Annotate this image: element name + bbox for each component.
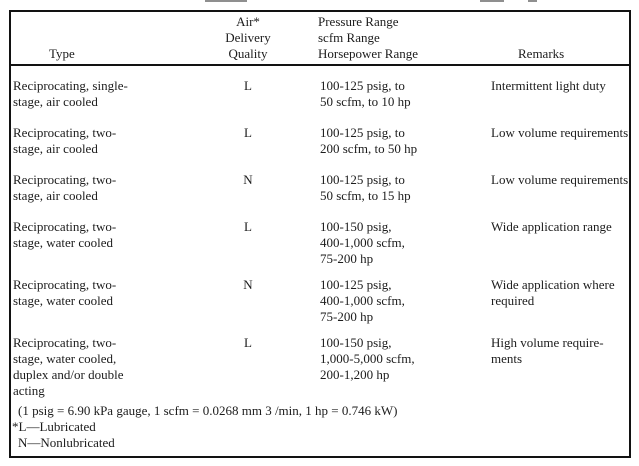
cell-line: required [491,293,535,308]
cell-type [11,172,185,204]
cell-range [311,277,480,325]
cell-line: 400-1,000 scfm, [320,293,405,308]
table-header-row [11,12,629,66]
table-row [11,172,629,204]
cell-range [311,125,480,157]
header-line: Air* [236,14,260,29]
cell-line: Reciprocating, two- [13,172,117,187]
cell-type [11,78,185,110]
cropped-caption-fragment [205,0,247,2]
cell-line: stage, water cooled [13,293,113,308]
table-row [11,219,629,267]
table-row [11,78,629,110]
cell-type [11,125,185,157]
cell-line: Low volume requirements [491,125,629,140]
cell-range [311,78,480,110]
cell-remarks [480,277,629,325]
cell-line: 200-1,200 hp [320,367,390,382]
cell-type [11,335,185,399]
cell-line: Wide application range [491,219,612,234]
column-header-air-delivery-quality [185,14,311,62]
cell-line: 100-150 psig, [320,335,392,350]
cell-line: Intermittent light duty [491,78,606,93]
cell-line: 400-1,000 scfm, [320,235,405,250]
cell-line: 100-125 psig, to [320,78,405,93]
column-header-pressure-scfm-horsepower-range [311,14,480,62]
cell-line: stage, water cooled, [13,351,117,366]
table-body [11,66,629,451]
cell-line: Reciprocating, two- [13,125,117,140]
cell-line: 200 scfm, to 50 hp [320,141,418,156]
cell-air-quality: N [243,277,253,292]
cell-line: Reciprocating, single- [13,78,128,93]
cell-air-quality: L [244,219,252,234]
footnote-lubricated-key: *L—Lubricated [12,419,96,434]
header-line: Delivery [225,30,271,45]
cell-type [11,277,185,325]
cell-line: stage, air cooled [13,188,98,203]
table-footnotes [11,403,629,451]
cell-line: stage, water cooled [13,235,113,250]
cell-type [11,219,185,267]
column-header-type: Type [49,46,75,61]
cell-air-quality: L [244,335,252,350]
cell-line: 1,000-5,000 scfm, [320,351,415,366]
cell-line: acting [13,383,45,398]
cell-air-quality: L [244,125,252,140]
cell-line: Wide application where [491,277,615,292]
cell-line: Reciprocating, two- [13,335,117,350]
table-row [11,125,629,157]
column-header-remarks: Remarks [518,46,565,61]
cell-range [311,219,480,267]
footnote-nonlubricated-key: N—Nonlubricated [18,435,115,450]
cell-remarks [480,219,629,267]
cell-line: High volume require- [491,335,604,350]
cell-line: 100-125 psig, [320,277,392,292]
cell-line: 75-200 hp [320,251,374,266]
cell-line: stage, air cooled [13,94,98,109]
cell-range [311,335,480,399]
cell-remarks [480,172,629,204]
header-line: scfm Range [318,30,380,45]
cell-line: 75-200 hp [320,309,374,324]
cell-range [311,172,480,204]
cell-remarks [480,335,629,399]
cell-line: Reciprocating, two- [13,277,117,292]
footnote-unit-conversions: (1 psig = 6.90 kPa gauge, 1 scfm = 0.0268 mm 3 /min, 1 hp = 0.746 kW) [18,403,398,418]
cell-line: 100-125 psig, to [320,172,405,187]
table-row [11,335,629,399]
cell-air-quality: N [243,172,253,187]
cell-air-quality: L [244,78,252,93]
cell-line: 100-125 psig, to [320,125,405,140]
cell-remarks [480,125,629,157]
cell-line: 50 scfm, to 15 hp [320,188,411,203]
header-line: Pressure Range [318,14,399,29]
cell-line: Low volume requirements [491,172,629,187]
compressor-table [9,10,631,458]
cell-line: 50 scfm, to 10 hp [320,94,411,109]
cell-line: duplex and/or double [13,367,124,382]
cell-line: ments [491,351,523,366]
cell-line: 100-150 psig, [320,219,392,234]
cell-line: stage, air cooled [13,141,98,156]
cell-line: Reciprocating, two- [13,219,117,234]
header-line: Quality [228,46,268,61]
cropped-caption-fragment [528,0,537,2]
cropped-caption-fragment [480,0,504,2]
header-line: Horsepower Range [318,46,418,61]
table-row [11,277,629,325]
cell-remarks [480,78,629,110]
